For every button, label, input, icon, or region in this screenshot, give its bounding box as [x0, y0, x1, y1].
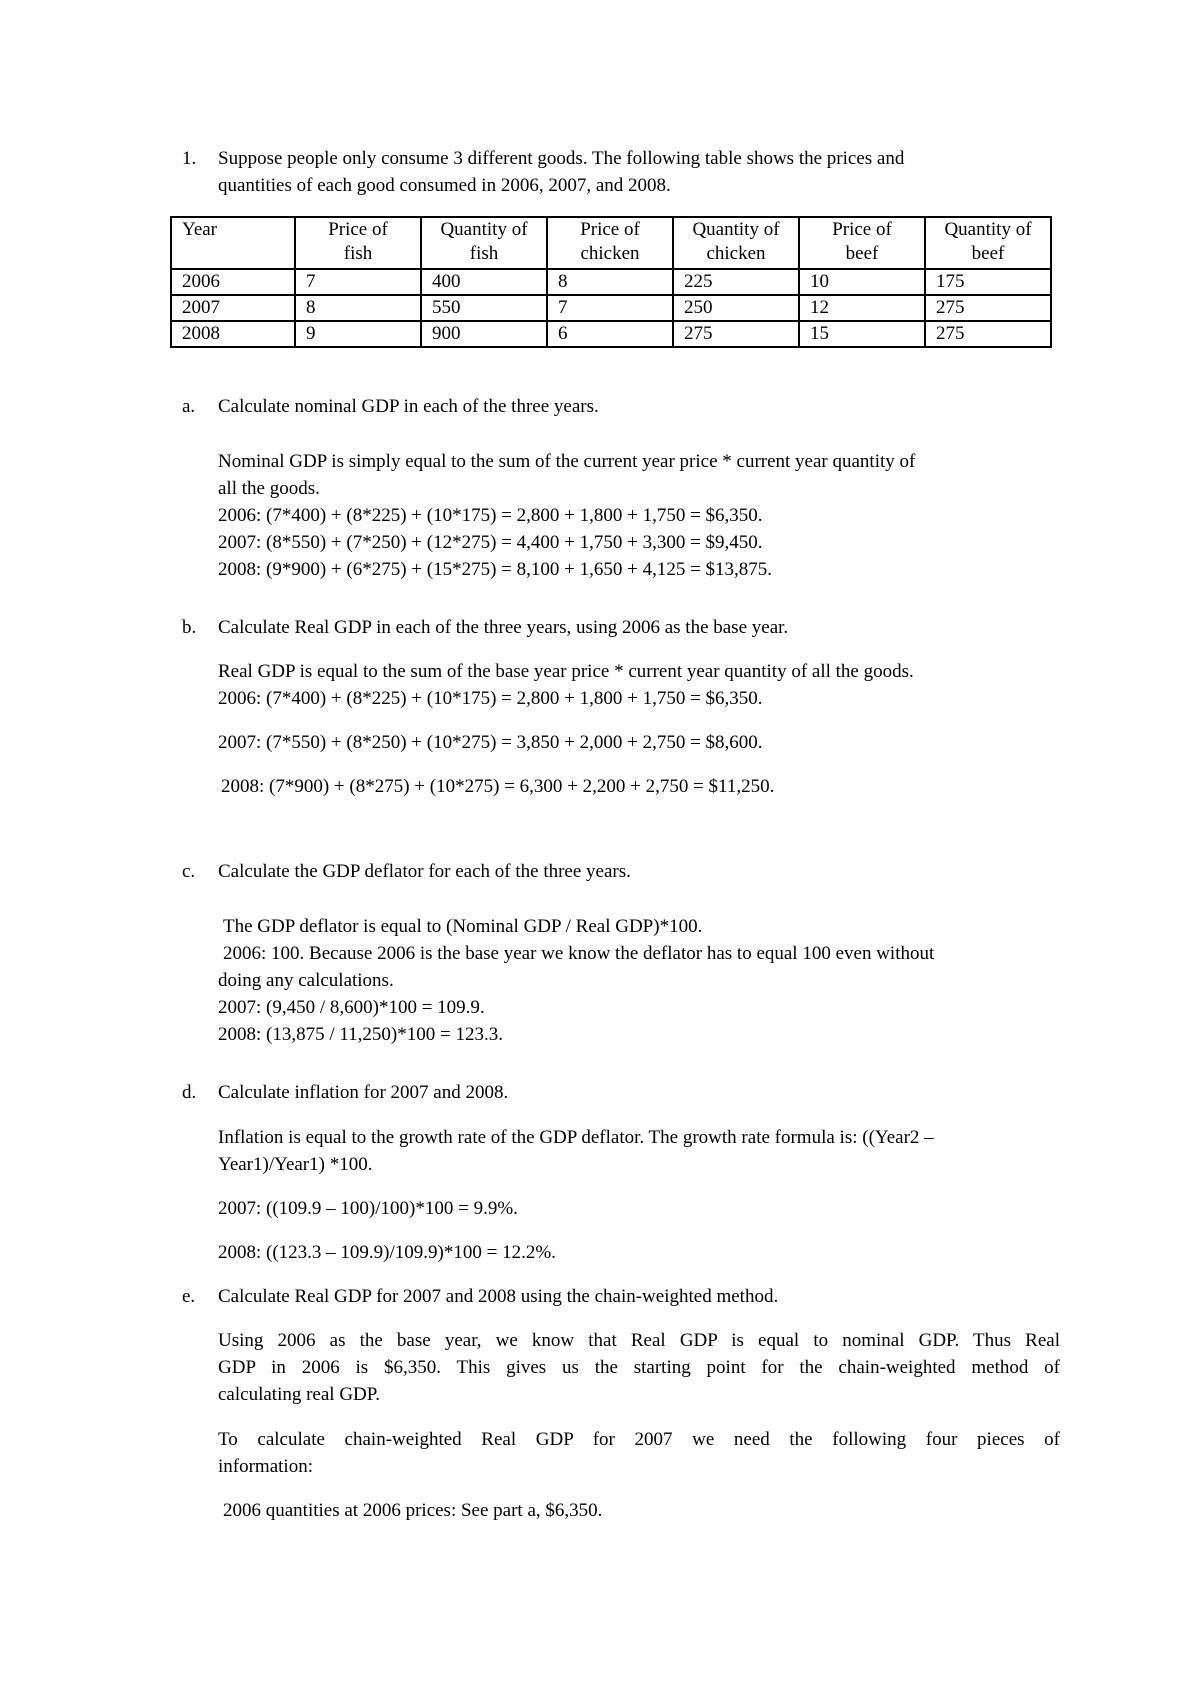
table-cell: 8: [547, 269, 673, 295]
table-cell: 2008: [171, 321, 295, 347]
header-year: Year: [171, 217, 295, 269]
part-b-calc-2006: 2006: (7*400) + (8*225) + (10*175) = 2,800 + 1,800 + 1,750 = $6,350.: [218, 688, 763, 709]
part-a-marker: a.: [182, 396, 196, 417]
table-cell: 2006: [171, 269, 295, 295]
part-e-para2-line-2: information:: [218, 1456, 313, 1477]
table-cell: 275: [673, 321, 799, 347]
part-d-calc-2007: 2007: ((109.9 – 100)/100)*100 = 9.9%.: [218, 1198, 518, 1219]
part-e-para1-line-1: Using 2006 as the base year, we know that Real GDP is equal to nominal GDP. Thus Real: [218, 1330, 1060, 1351]
part-d-calc-2008: 2008: ((123.3 – 109.9)/109.9)*100 = 12.2%.: [218, 1242, 556, 1263]
goods-table: [170, 216, 1052, 348]
part-d-marker: d.: [182, 1082, 197, 1103]
part-d-question: Calculate inflation for 2007 and 2008.: [218, 1082, 509, 1103]
table-row: [171, 321, 1051, 347]
part-e-question: Calculate Real GDP for 2007 and 2008 using the chain-weighted method.: [218, 1286, 779, 1307]
table-cell: 275: [925, 321, 1051, 347]
table-cell: 9: [295, 321, 421, 347]
table-cell: 15: [799, 321, 925, 347]
part-d-answer-line-2: Year1)/Year1) *100.: [218, 1154, 373, 1175]
part-a-answer-line-2: all the goods.: [218, 478, 320, 499]
header-price-beef: Price of beef: [799, 217, 925, 269]
part-c-calc-2007: 2007: (9,450 / 8,600)*100 = 109.9.: [218, 997, 485, 1018]
table-cell: 12: [799, 295, 925, 321]
question-text-line-2: quantities of each good consumed in 2006, 2007, and 2008.: [218, 175, 671, 196]
part-b-answer-line-1: Real GDP is equal to the sum of the base year price * current year quantity of all the goods.: [218, 661, 914, 682]
table-cell: 225: [673, 269, 799, 295]
question-text-line-1: Suppose people only consume 3 different goods. The following table shows the prices and: [218, 148, 905, 169]
part-a-calc-2008: 2008: (9*900) + (6*275) + (15*275) = 8,100 + 1,650 + 4,125 = $13,875.: [218, 559, 773, 580]
table-row: [171, 269, 1051, 295]
part-a-calc-2007: 2007: (8*550) + (7*250) + (12*275) = 4,400 + 1,750 + 3,300 = $9,450.: [218, 532, 763, 553]
part-e-item-1: 2006 quantities at 2006 prices: See part a, $6,350.: [223, 1500, 603, 1521]
table-cell: 250: [673, 295, 799, 321]
part-a-calc-2006: 2006: (7*400) + (8*225) + (10*175) = 2,800 + 1,800 + 1,750 = $6,350.: [218, 505, 763, 526]
table-header-row: [171, 217, 1051, 269]
table-cell: 550: [421, 295, 547, 321]
table-cell: 7: [295, 269, 421, 295]
table-cell: 275: [925, 295, 1051, 321]
part-a-question: Calculate nominal GDP in each of the three years.: [218, 396, 599, 417]
question-number: 1.: [182, 148, 197, 169]
table-cell: 6: [547, 321, 673, 347]
part-c-marker: c.: [182, 861, 196, 882]
header-quantity-beef: Quantity of beef: [925, 217, 1051, 269]
part-c-answer-line-3: doing any calculations.: [218, 970, 394, 991]
part-c-calc-2008: 2008: (13,875 / 11,250)*100 = 123.3.: [218, 1024, 503, 1045]
part-e-para1-line-3: calculating real GDP.: [218, 1384, 380, 1405]
part-b-calc-2007: 2007: (7*550) + (8*250) + (10*275) = 3,850 + 2,000 + 2,750 = $8,600.: [218, 732, 763, 753]
part-e-para1-line-2: GDP in 2006 is $6,350. This gives us the starting point for the chain-weighted method of: [218, 1357, 1060, 1378]
table-cell: 8: [295, 295, 421, 321]
table-cell: 2007: [171, 295, 295, 321]
table-cell: 400: [421, 269, 547, 295]
part-d-answer-line-1: Inflation is equal to the growth rate of the GDP deflator. The growth rate formula is: ((Year2 –: [218, 1127, 934, 1148]
part-b-calc-2008: 2008: (7*900) + (8*275) + (10*275) = 6,300 + 2,200 + 2,750 = $11,250.: [221, 776, 775, 797]
part-a-answer-line-1: Nominal GDP is simply equal to the sum of the current year price * current year quantity of: [218, 451, 916, 472]
table-cell: 175: [925, 269, 1051, 295]
part-e-para2-line-1: To calculate chain-weighted Real GDP for 2007 we need the following four pieces of: [218, 1429, 1060, 1450]
header-quantity-chicken: Quantity of chicken: [673, 217, 799, 269]
part-b-question: Calculate Real GDP in each of the three years, using 2006 as the base year.: [218, 617, 789, 638]
table-row: [171, 295, 1051, 321]
header-price-fish: Price of fish: [295, 217, 421, 269]
part-c-answer-line-2: 2006: 100. Because 2006 is the base year we know the deflator has to equal 100 even without: [223, 943, 935, 964]
table-cell: 10: [799, 269, 925, 295]
part-c-answer-line-1: The GDP deflator is equal to (Nominal GDP / Real GDP)*100.: [223, 916, 703, 937]
part-b-marker: b.: [182, 617, 197, 638]
header-quantity-fish: Quantity of fish: [421, 217, 547, 269]
table-cell: 900: [421, 321, 547, 347]
header-price-chicken: Price of chicken: [547, 217, 673, 269]
part-c-question: Calculate the GDP deflator for each of the three years.: [218, 861, 631, 882]
part-e-marker: e.: [182, 1286, 196, 1307]
table-cell: 7: [547, 295, 673, 321]
